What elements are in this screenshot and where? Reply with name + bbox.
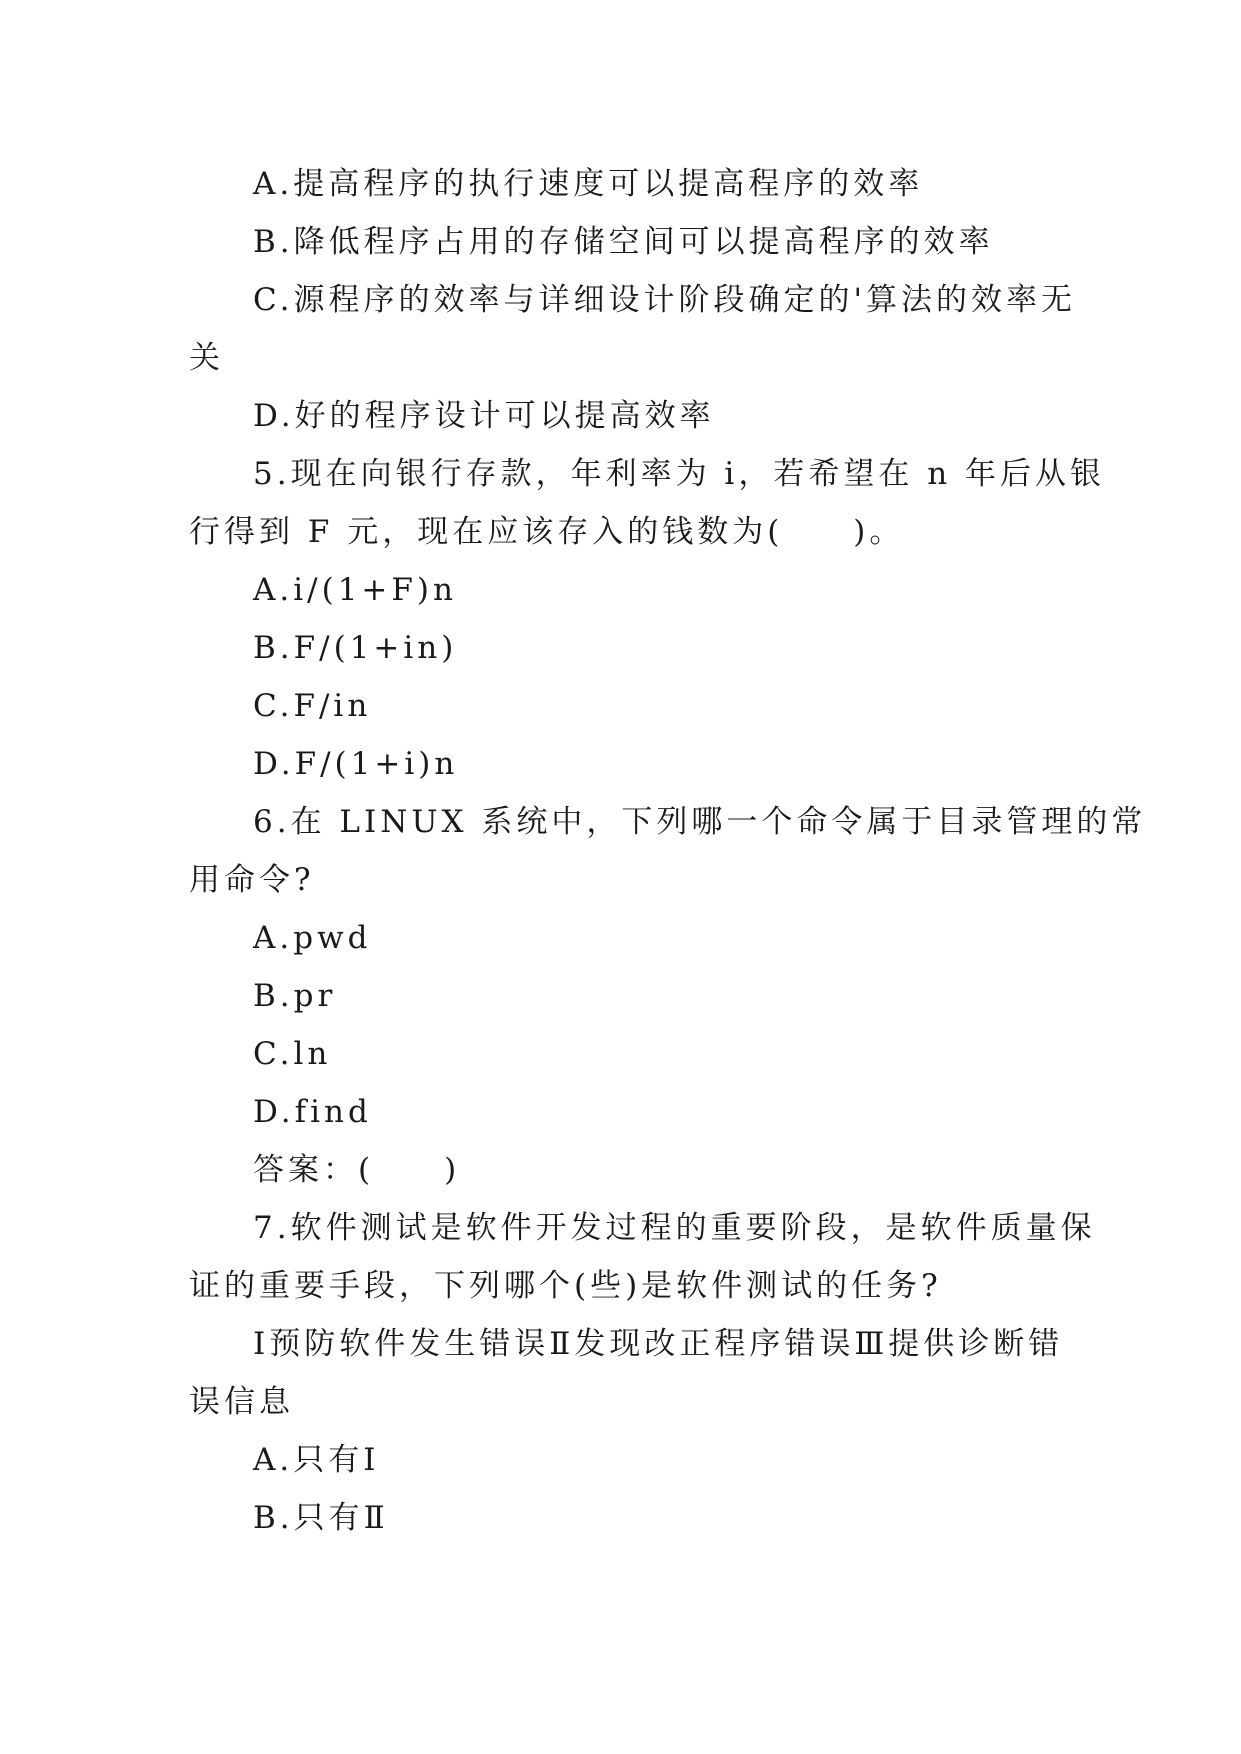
- option-line: A.提高程序的执行速度可以提高程序的效率: [253, 166, 924, 202]
- option-line-continuation: 关: [189, 340, 224, 376]
- question-5-text: 5.现在向银行存款，年利率为 i，若希望在 n 年后从银: [253, 456, 1106, 492]
- question-5-text-continuation: 行得到 F 元，现在应该存入的钱数为( )。: [189, 514, 905, 550]
- question-6-text-continuation: 用命令?: [189, 862, 315, 898]
- question-6-text: 6.在 LINUX 系统中，下列哪一个命令属于目录管理的常: [253, 804, 1147, 840]
- question-6-option-c: C.ln: [253, 1036, 332, 1072]
- option-line: B.降低程序占用的存储空间可以提高程序的效率: [253, 224, 994, 260]
- answer-blank: 答案：( ): [253, 1152, 461, 1188]
- question-5-option-c: C.F/in: [253, 688, 372, 724]
- question-5-option-b: B.F/(1+in): [253, 630, 458, 666]
- question-7-option-b: B.只有Ⅱ: [253, 1500, 389, 1536]
- question-6-option-d: D.find: [253, 1094, 372, 1130]
- question-6-option-b: B.pr: [253, 978, 337, 1014]
- question-7-text: 7.软件测试是软件开发过程的重要阶段，是软件质量保: [253, 1210, 1096, 1246]
- document-body: [189, 155, 1147, 1547]
- question-5-option-d: D.F/(1+i)n: [253, 746, 459, 782]
- question-6-option-a: A.pwd: [253, 920, 372, 956]
- question-7-option-a: A.只有Ⅰ: [253, 1442, 380, 1478]
- question-5-option-a: A.i/(1+F)n: [253, 572, 457, 608]
- question-7-statements-continuation: 误信息: [189, 1384, 294, 1420]
- question-7-statements: Ⅰ预防软件发生错误Ⅱ发现改正程序错误Ⅲ提供诊断错: [253, 1326, 1064, 1362]
- option-line: C.源程序的效率与详细设计阶段确定的'算法的效率无: [253, 282, 1076, 318]
- question-7-text-continuation: 证的重要手段，下列哪个(些)是软件测试的任务?: [189, 1268, 942, 1304]
- option-line: D.好的程序设计可以提高效率: [253, 398, 715, 434]
